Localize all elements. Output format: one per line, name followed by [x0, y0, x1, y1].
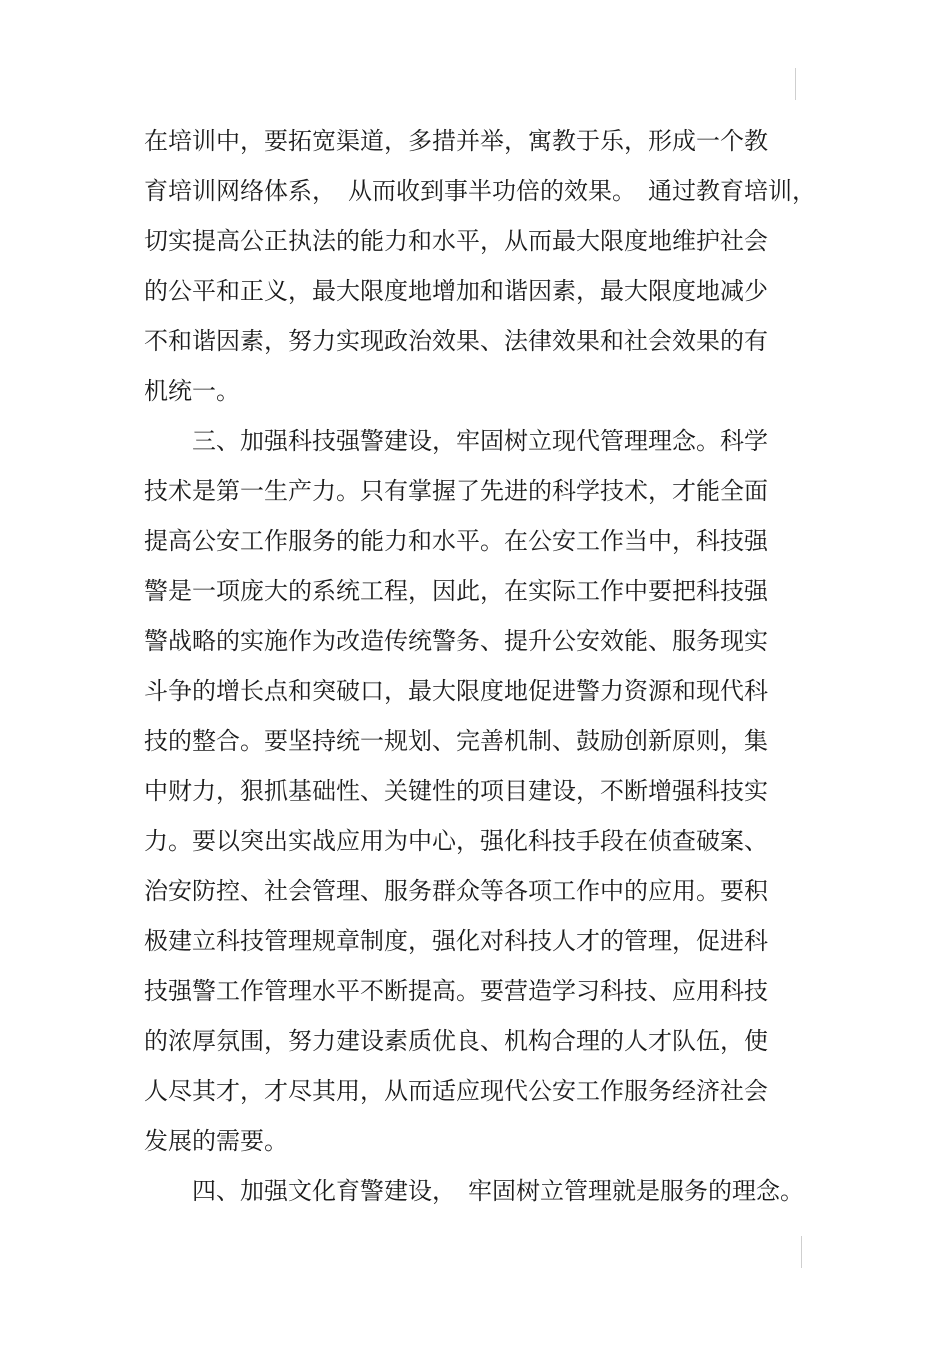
- text-line: 在培训中，要拓宽渠道，多措并举，寓教于乐，形成一个教: [144, 127, 768, 155]
- text-line: 切实提高公正执法的能力和水平，从而最大限度地维护社会: [144, 227, 768, 255]
- text-line: 机统一。: [144, 377, 240, 405]
- text-line: 警是一项庞大的系统工程，因此，在实际工作中要把科技强: [144, 577, 768, 605]
- text-line: 警战略的实施作为改造传统警务、提升公安效能、服务现实: [144, 627, 768, 655]
- text-line: 的公平和正义，最大限度地增加和谐因素，最大限度地减少: [144, 277, 768, 305]
- text-line: 三、加强科技强警建设，牢固树立现代管理理念。科学: [144, 427, 768, 455]
- text-line: 育培训网络体系， 从而收到事半功倍的效果。 通过教育培训，: [144, 177, 816, 205]
- text-line: 极建立科技管理规章制度，强化对科技人才的管理，促进科: [144, 927, 768, 955]
- text-line: 技强警工作管理水平不断提高。要营造学习科技、应用科技: [144, 977, 768, 1005]
- text-line: 发展的需要。: [144, 1127, 288, 1155]
- page-edge-mark-bottom: [801, 1236, 802, 1268]
- text-line: 的浓厚氛围，努力建设素质优良、机构合理的人才队伍，使: [144, 1027, 768, 1055]
- text-line: 力。要以突出实战应用为中心，强化科技手段在侦查破案、: [144, 827, 768, 855]
- text-line: 技术是第一生产力。只有掌握了先进的科学技术，才能全面: [144, 477, 768, 505]
- text-line: 技的整合。要坚持统一规划、完善机制、鼓励创新原则，集: [144, 727, 768, 755]
- text-line: 提高公安工作服务的能力和水平。在公安工作当中，科技强: [144, 527, 768, 555]
- page-edge-mark-top: [795, 68, 796, 100]
- text-line: 治安防控、社会管理、服务群众等各项工作中的应用。要积: [144, 877, 768, 905]
- text-line: 斗争的增长点和突破口，最大限度地促进警力资源和现代科: [144, 677, 768, 705]
- text-line: 四、加强文化育警建设， 牢固树立管理就是服务的理念。: [144, 1177, 804, 1205]
- text-line: 人尽其才，才尽其用，从而适应现代公安工作服务经济社会: [144, 1077, 768, 1105]
- text-line: 不和谐因素，努力实现政治效果、法律效果和社会效果的有: [144, 327, 768, 355]
- text-line: 中财力，狠抓基础性、关键性的项目建设，不断增强科技实: [144, 777, 768, 805]
